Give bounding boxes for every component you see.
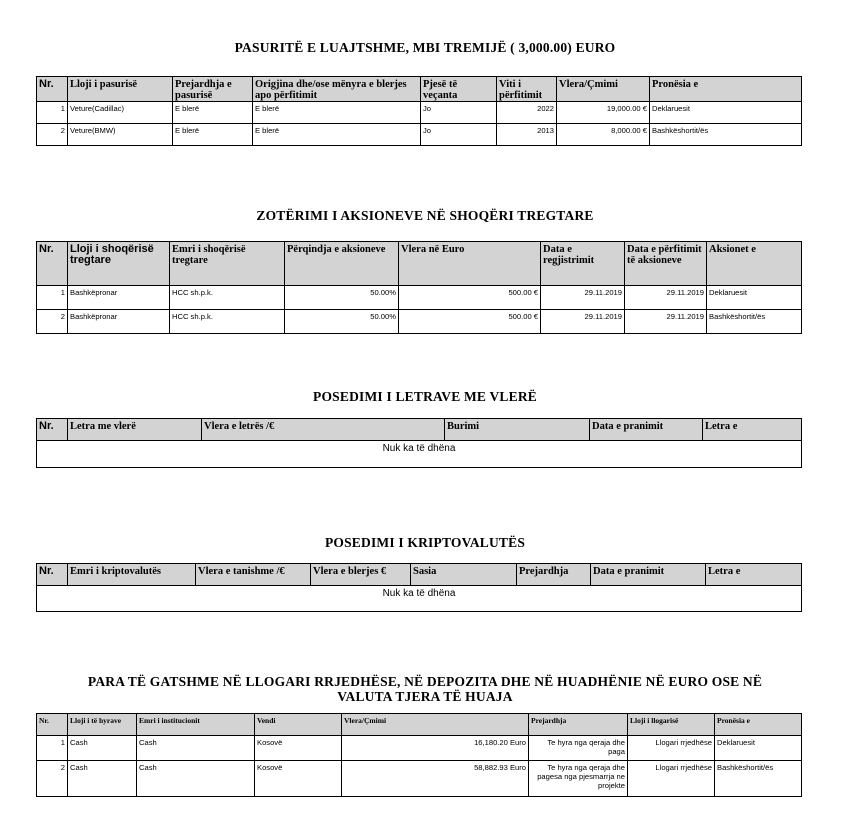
col-header: Lloji i të hyrave: [68, 714, 137, 736]
col-header: Nr.: [37, 564, 68, 586]
cell: Cash: [137, 761, 255, 797]
section-title-crypto: POSEDIMI I KRIPTOVALUTËS: [324, 535, 526, 550]
cell: 2: [37, 310, 68, 334]
table-row: [37, 124, 802, 146]
col-header: Pronësia e: [650, 77, 802, 102]
cell: Jo: [421, 124, 497, 146]
col-header: Data e përfitimit të aksioneve: [625, 242, 707, 286]
cell: Veture(Cadillac): [68, 102, 173, 124]
table-header-row: [37, 77, 802, 102]
crypto-table: [36, 563, 802, 612]
table-header-row: [37, 242, 802, 286]
section-title-cash-line2: VALUTA TJERA TË HUAJA: [337, 689, 513, 704]
cell: 29.11.2019: [541, 310, 625, 334]
cell: Llogari rrjedhëse: [628, 736, 715, 761]
cell: 500.00 €: [399, 310, 541, 334]
cell: Llogari rrjedhëse: [628, 761, 715, 797]
col-header: Nr.: [37, 714, 68, 736]
cell: 29.11.2019: [541, 286, 625, 310]
col-header: Vlera/Çmimi: [342, 714, 529, 736]
cell: 2022: [497, 102, 557, 124]
col-header: Vlera e tanishme /€: [196, 564, 311, 586]
table-row: [37, 102, 802, 124]
cell: 2013: [497, 124, 557, 146]
table-row: [37, 310, 802, 334]
cell: Deklaruesit: [650, 102, 802, 124]
table-row: [37, 441, 802, 468]
col-header: Letra me vlerë: [68, 419, 202, 441]
cell: 19,000.00 €: [557, 102, 650, 124]
cell: Jo: [421, 102, 497, 124]
col-header: Viti i përfitimit: [497, 77, 557, 102]
col-header: Data e pranimit: [591, 564, 706, 586]
cell: Bashkëpronar: [68, 286, 170, 310]
cell: E blerë: [173, 102, 253, 124]
table-header-row: [37, 714, 802, 736]
col-header: Aksionet e: [707, 242, 802, 286]
cell: Deklaruesit: [715, 736, 802, 761]
cell: Kosovë: [255, 761, 342, 797]
col-header: Emri i institucionit: [137, 714, 255, 736]
col-header: Data e pranimit: [590, 419, 703, 441]
cell: Cash: [137, 736, 255, 761]
table-header-row: [37, 419, 802, 441]
cell: 8,000.00 €: [557, 124, 650, 146]
empty-message: Nuk ka të dhëna: [37, 441, 802, 468]
table-row: [37, 586, 802, 612]
col-header: Nr.: [37, 419, 68, 441]
col-header: Emri i shoqërisë tregtare: [170, 242, 285, 286]
col-header: Pronësia e: [715, 714, 802, 736]
col-header: Origjina dhe/ose mënyra e blerjes apo përfitimit: [253, 77, 421, 102]
col-header: Burimi: [445, 419, 590, 441]
cell: Te hyra nga qeraja dhe paga: [529, 736, 628, 761]
col-header: Letra e: [706, 564, 802, 586]
col-header: Përqindja e aksioneve: [285, 242, 399, 286]
section-title-cash-line1: PARA TË GATSHME NË LLOGARI RRJEDHËSE, NË DEPOZITA DHE NË HUADHËNIE NË EURO OSE NË: [87, 674, 763, 689]
table-row: [37, 736, 802, 761]
cell: HCC sh.p.k.: [170, 310, 285, 334]
cell: 500.00 €: [399, 286, 541, 310]
col-header: Nr.: [37, 77, 68, 102]
cell: Veture(BMW): [68, 124, 173, 146]
cell: E blerë: [173, 124, 253, 146]
col-header: Vlera/Çmimi: [557, 77, 650, 102]
cell: 1: [37, 736, 68, 761]
cell: E blerë: [253, 102, 421, 124]
col-header: Sasia: [411, 564, 517, 586]
cell: E blerë: [253, 124, 421, 146]
cell: Bashkëshortit/ës: [715, 761, 802, 797]
section-title-shares: ZOTËRIMI I AKSIONEVE NË SHOQËRI TREGTARE: [256, 208, 594, 223]
cell: Cash: [68, 761, 137, 797]
cell: 1: [37, 102, 68, 124]
col-header: Data e regjistrimit: [541, 242, 625, 286]
movable-assets-table: [36, 76, 802, 146]
empty-message: Nuk ka të dhëna: [37, 586, 802, 612]
cell: Bashkëshortit/ës: [707, 310, 802, 334]
col-header: Lloji i llogarisë: [628, 714, 715, 736]
cell: HCC sh.p.k.: [170, 286, 285, 310]
table-header-row: [37, 564, 802, 586]
col-header: Vendi: [255, 714, 342, 736]
cell: Bashkëshortit/ës: [650, 124, 802, 146]
col-header: Emri i kriptovalutës: [68, 564, 196, 586]
table-row: [37, 761, 802, 797]
securities-table: [36, 418, 802, 468]
cash-table: [36, 713, 802, 797]
col-header: Nr.: [37, 242, 68, 286]
cell: Kosovë: [255, 736, 342, 761]
cell: Bashkëpronar: [68, 310, 170, 334]
col-header: Vlera e blerjes €: [311, 564, 411, 586]
col-header: Vlera e letrës /€: [202, 419, 445, 441]
cell: 2: [37, 761, 68, 797]
col-header: Pjesë të veçanta: [421, 77, 497, 102]
cell: 58,882.93 Euro: [342, 761, 529, 797]
cell: 50.00%: [285, 310, 399, 334]
col-header: Lloji i pasurisë: [68, 77, 173, 102]
cell: Cash: [68, 736, 137, 761]
shares-table: [36, 241, 802, 334]
cell: 2: [37, 124, 68, 146]
cell: Te hyra nga qeraja dhe pagesa nga pjesmarrja ne projekte: [529, 761, 628, 797]
cell: 50.00%: [285, 286, 399, 310]
section-title-movable-assets: PASURITË E LUAJTSHME, MBI TREMIJË ( 3,000.00) EURO: [234, 40, 616, 55]
col-header: Vlera në Euro: [399, 242, 541, 286]
col-header: Prejardhja: [529, 714, 628, 736]
col-header: Lloji i shoqërisë tregtare: [68, 242, 170, 286]
cell: 16,180.20 Euro: [342, 736, 529, 761]
col-header: Prejardhja e pasurisë: [173, 77, 253, 102]
cell: 1: [37, 286, 68, 310]
cell: 29.11.2019: [625, 310, 707, 334]
col-header: Prejardhja: [517, 564, 591, 586]
col-header: Letra e: [703, 419, 802, 441]
cell: 29.11.2019: [625, 286, 707, 310]
section-title-securities: POSEDIMI I LETRAVE ME VLERË: [313, 389, 537, 404]
table-row: [37, 286, 802, 310]
cell: Deklaruesit: [707, 286, 802, 310]
